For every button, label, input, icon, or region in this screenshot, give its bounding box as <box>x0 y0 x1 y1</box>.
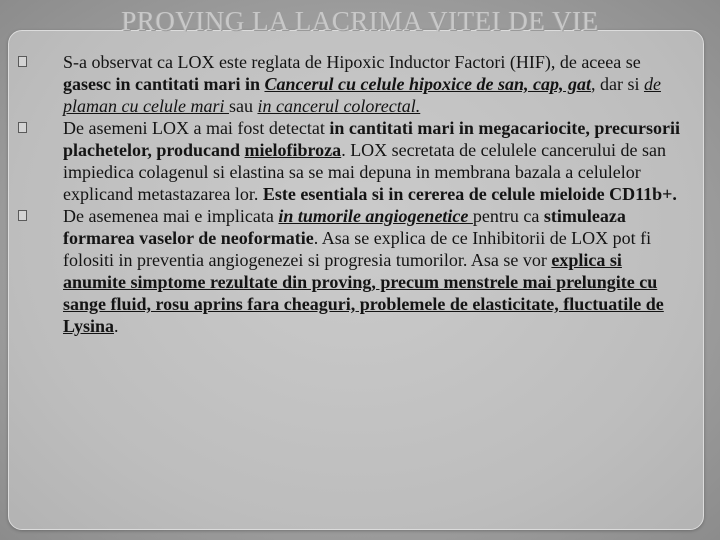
text-segment: Este esentiala si in cererea de celule mieloide CD11b+. <box>262 184 677 204</box>
text-segment: de plaman cu celule mari <box>63 74 661 116</box>
text-segment: . <box>114 316 119 336</box>
bullet-item <box>18 205 686 337</box>
text-segment: sau <box>228 96 258 116</box>
bullet-marker-icon <box>18 210 27 221</box>
text-segment: mielofibroza <box>244 140 342 160</box>
text-segment: Cancerul cu celule hipoxice de san, cap, gat <box>264 74 591 94</box>
text-segment: in tumorile angiogenetice <box>278 206 473 226</box>
text-segment: gasesc in cantitati mari in <box>63 74 265 94</box>
slide-title: PROVING LA LACRIMA VITEI DE VIE <box>121 6 599 36</box>
text-segment: , dar si <box>590 74 644 94</box>
text-segment: in cancerul colorectal. <box>257 96 421 116</box>
text-segment: in cantitati mari in megacariocite, precursorii plachetelor, producand <box>63 118 680 160</box>
bullet-marker-icon <box>18 56 27 67</box>
text-segment: . LOX secretata de celulele cancerului de san impiedica colagenul si elastina sa se mai depuna in membrana bazala a celulelor explicand metastazarea lor. <box>63 140 667 204</box>
text-segment: explica si anumite simptome rezultate din proving, precum menstrele mai prelungite cu sange fluid, rosu aprins fara cheaguri, problemele de elasticitate, fluctuatile de Lysina <box>63 250 664 336</box>
text-segment: . Asa se explica de ce Inhibitorii de LOX pot fi folositi in preventia angiogenezei si progresia tumorilor. Asa se vor <box>63 228 652 270</box>
bullet-item <box>18 117 686 205</box>
text-segment: De asemeni LOX a mai fost detectat <box>63 118 330 138</box>
bullet-list <box>18 51 686 337</box>
text-segment: stimuleaza formarea vaselor de neoformatie <box>63 206 626 248</box>
text-segment: pentru ca <box>472 206 544 226</box>
bullet-marker-icon <box>18 122 27 133</box>
bullet-item <box>18 51 686 117</box>
text-segment: S-a observat ca LOX este reglata de Hipoxic Inductor Factori (HIF), de aceea se <box>63 52 641 72</box>
text-segment: De asemenea mai e implicata <box>63 206 279 226</box>
